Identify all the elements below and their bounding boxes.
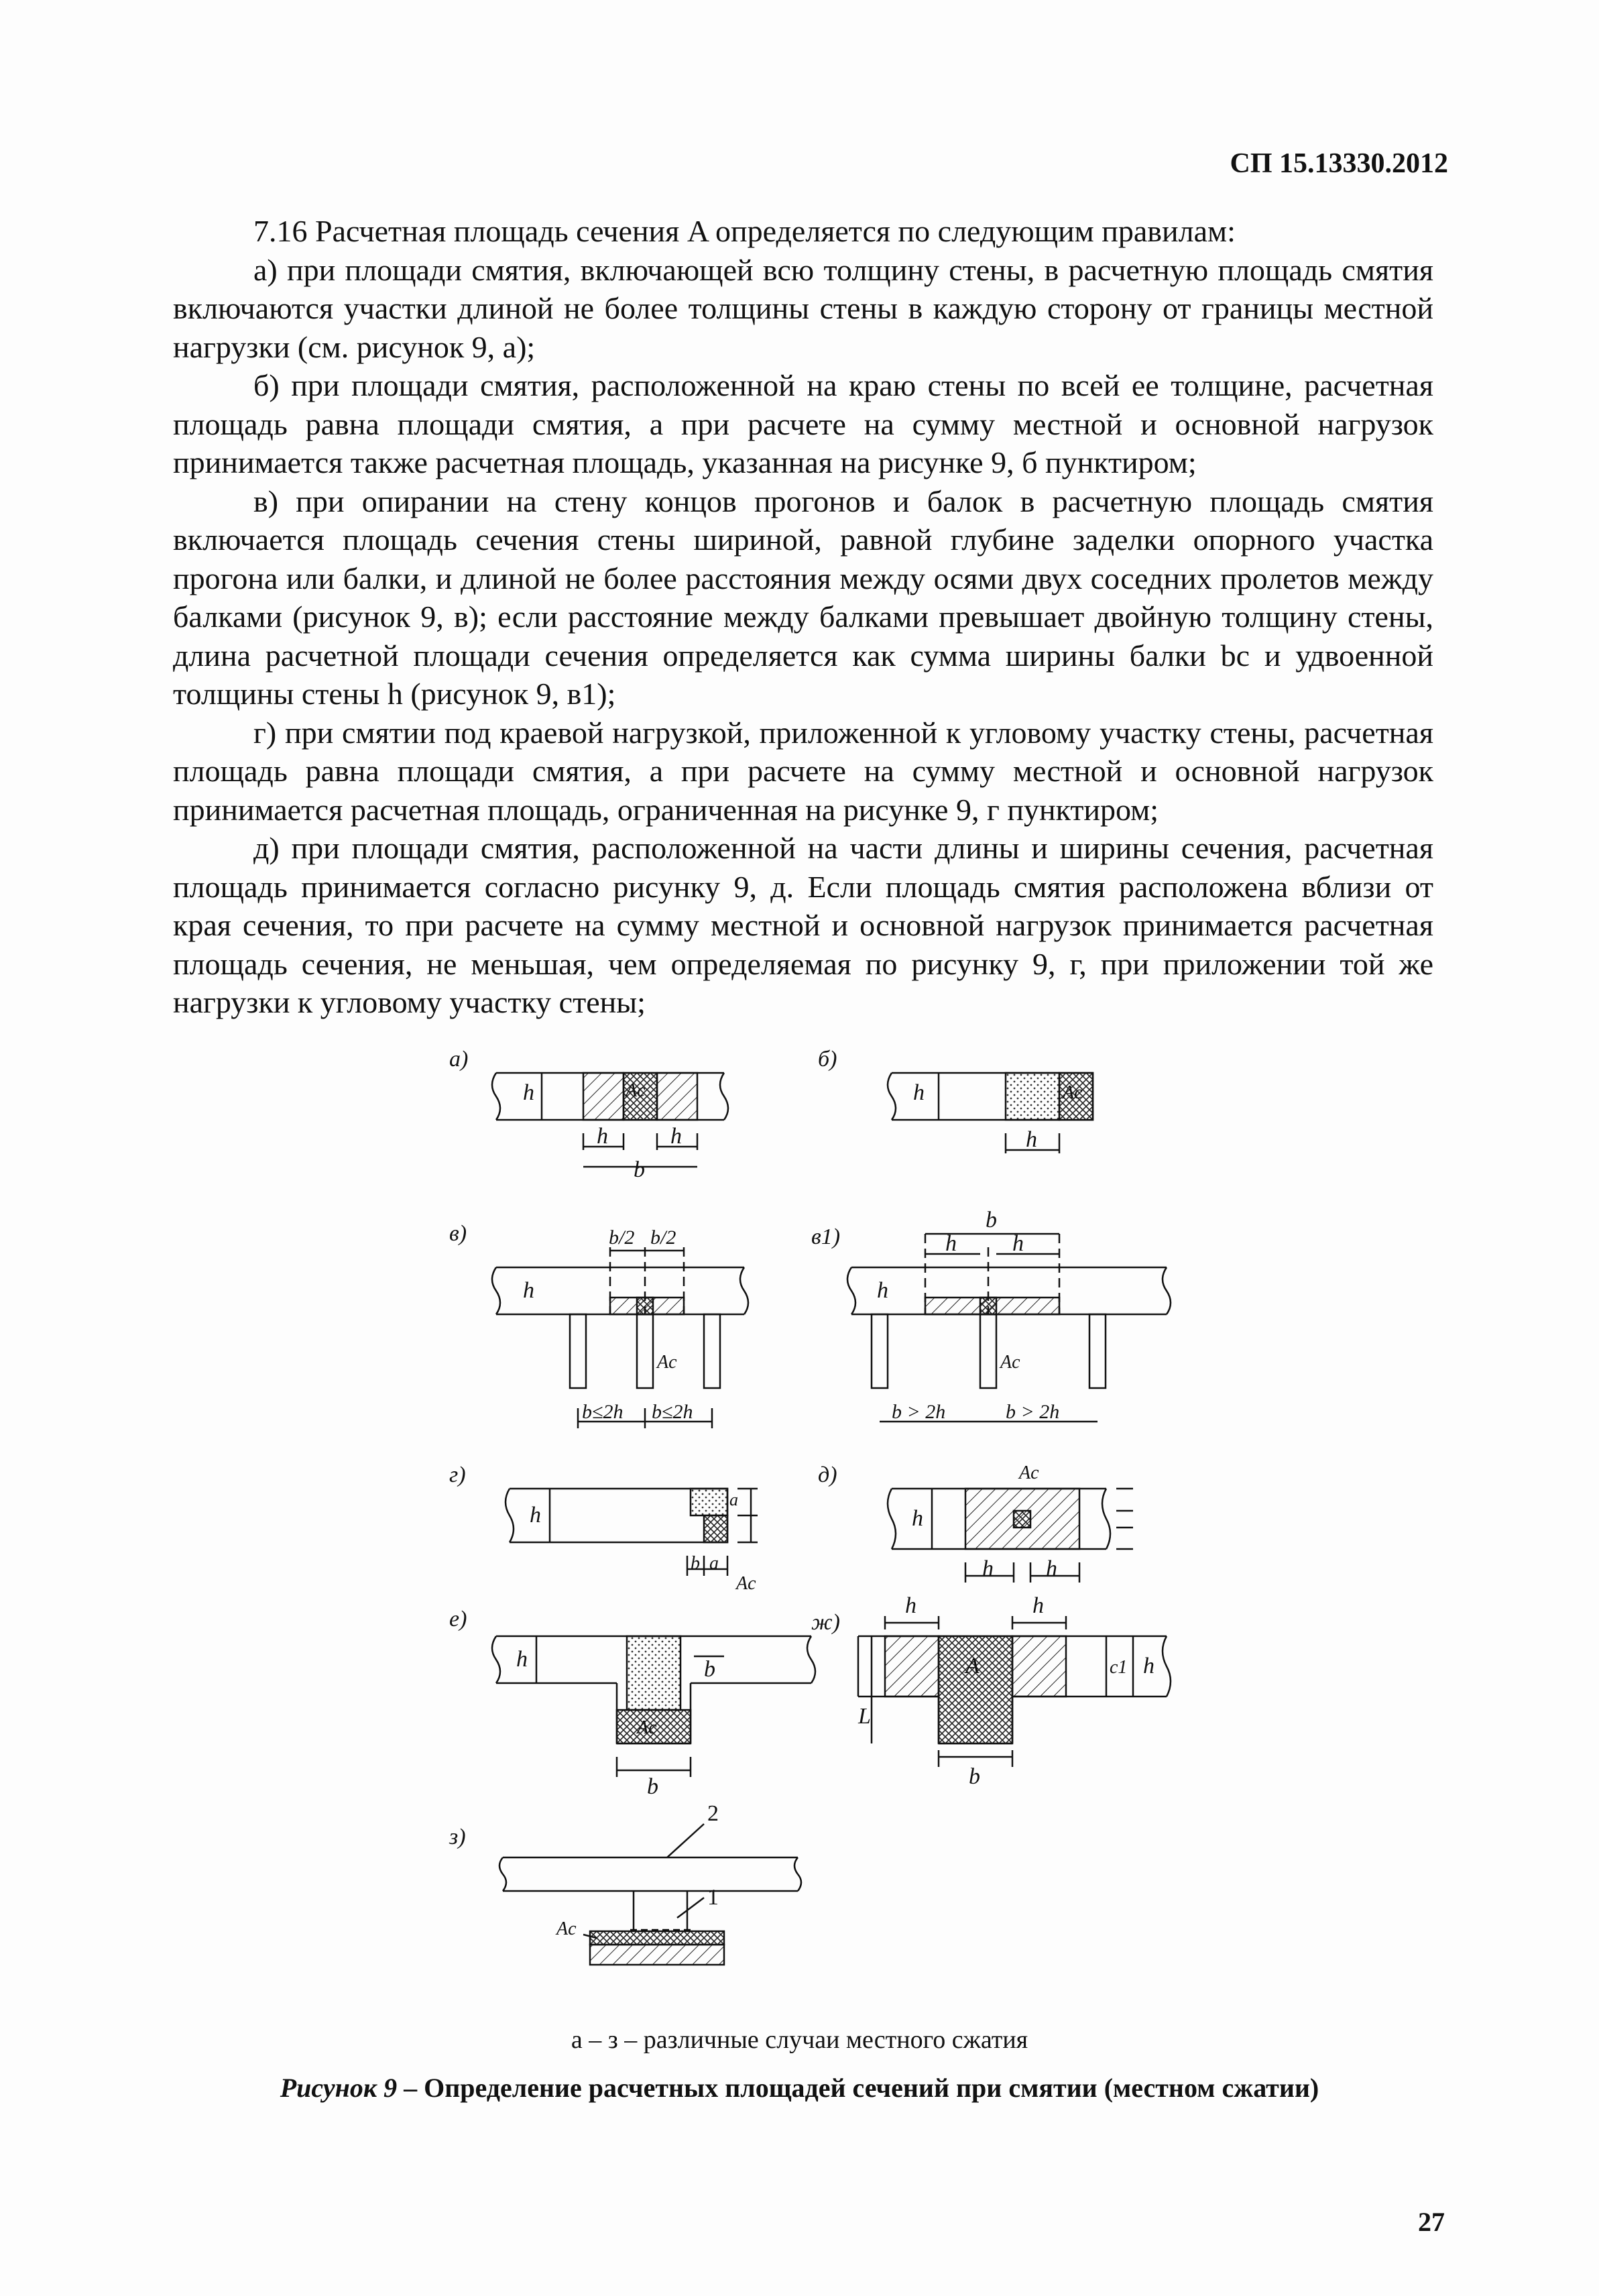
label-h: h	[945, 1231, 957, 1256]
label-h: h	[1143, 1654, 1154, 1678]
label-h: h	[913, 1080, 925, 1105]
label-b: b	[986, 1208, 997, 1232]
panel-label-v1: в1)	[811, 1224, 841, 1249]
label-a: a	[709, 1553, 719, 1574]
label-ac: Ac	[556, 1918, 577, 1939]
label-ac: Ac	[626, 1080, 646, 1101]
label-a: a	[729, 1490, 738, 1509]
label-ac: Ac	[1063, 1082, 1083, 1103]
panel-zh	[858, 1616, 1171, 1767]
panel-label-e: е)	[449, 1607, 467, 1631]
label-h: h	[1046, 1556, 1057, 1581]
label-ac: Ac	[1000, 1352, 1020, 1373]
label-h: h	[982, 1556, 994, 1581]
label-b: b	[647, 1774, 658, 1799]
panel-label-g: г)	[449, 1462, 466, 1487]
label-b-le-2h: b≤2h	[582, 1401, 624, 1423]
label-h: h	[877, 1278, 888, 1303]
figure-caption-text: – Определение расчетных площадей сечений при смятии (местном сжатии)	[397, 2073, 1319, 2103]
label-b: b	[634, 1157, 645, 1182]
label-b-le-2h: b≤2h	[652, 1401, 693, 1423]
label-b-gt-2h: b > 2h	[892, 1401, 946, 1423]
paragraph-b: б) при площади смятия, расположенной на краю стены по всей ее толщине, расчетная площадь равна площади смятия, а при расчете на сумму местной и основной нагрузок принимается также расчетная площадь, указанная на рисунке 9, б пунктиром;	[173, 368, 1433, 479]
figure-subcaption: а – з – различные случаи местного сжатия	[571, 2026, 1028, 2054]
label-h: h	[530, 1503, 541, 1528]
label-c1: c1	[1110, 1657, 1128, 1678]
label-b-half: b/2	[609, 1226, 635, 1249]
label-h: h	[597, 1124, 608, 1149]
label-2: 2	[707, 1801, 719, 1826]
page-number: 27	[1418, 2207, 1445, 2237]
label-h: h	[912, 1506, 923, 1531]
panel-z	[499, 1824, 801, 1965]
label-ac: Ac	[637, 1717, 657, 1738]
panel-label-d: д)	[818, 1462, 837, 1487]
body-text	[173, 212, 1433, 1022]
figure-caption	[0, 2072, 1599, 2104]
label-l: L	[858, 1704, 871, 1729]
label-b: b	[704, 1657, 715, 1682]
label-h: h	[670, 1124, 682, 1149]
label-1: 1	[707, 1885, 719, 1910]
paragraph-d: д) при площади смятия, расположенной на части длины и ширины сечения, расчетная площадь принимается согласно рисунку 9, д. Если площадь смятия расположена вблизи от края сечения, то при расчете на сумму местной и основной нагрузок принимается расчетная площадь сечения, не меньшая, чем определяемая по рисунку 9, г, при приложении той же нагрузки к угловому участку стены;	[173, 831, 1433, 1019]
panel-g	[506, 1489, 758, 1576]
label-ac: Ac	[657, 1352, 677, 1373]
label-b: b	[691, 1553, 700, 1574]
document-code: СП 15.13330.2012	[1230, 148, 1448, 179]
paragraph-g: г) при смятии под краевой нагрузкой, приложенной к угловому участку стены, расчетная площадь равна площади смятия, а при расчете на сумму местной и основной нагрузок принимается расчетная площадь, ограниченная на рисунке 9, г пунктиром;	[173, 715, 1433, 827]
label-b-half: b/2	[650, 1226, 676, 1249]
label-h: h	[1032, 1593, 1044, 1618]
label-h: h	[523, 1278, 534, 1303]
figure-9-drawing	[429, 1033, 1180, 2018]
label-b-gt-2h: b > 2h	[1006, 1401, 1060, 1423]
label-ac: Ac	[736, 1573, 756, 1594]
label-h: h	[516, 1647, 528, 1672]
label-h: h	[1026, 1127, 1037, 1152]
paragraph-v: в) при опирании на стену концов прогонов и балок в расчетную площадь смятия включается площадь сечения стены шириной, равной глубине заделки опорного участка прогона или балки, и длиной не более расстояния между осями двух соседних пролетов между балками (рисунок 9, в); если расстояние между балками превышает двойную толщину стены, длина расчетной площади сечения определяется как сумма ширины балки bc и удвоенной толщины стены h (рисунок 9, в1);	[173, 483, 1433, 711]
panel-label-a: а)	[449, 1047, 469, 1072]
panel-label-z: з)	[449, 1825, 466, 1849]
panel-v1	[847, 1234, 1171, 1422]
figure-caption-prefix: Рисунок 9	[280, 2073, 398, 2103]
panel-e	[492, 1636, 815, 1777]
label-a-area: A	[965, 1654, 980, 1678]
panel-label-b: б)	[818, 1047, 837, 1072]
paragraph-7-16: 7.16 Расчетная площадь сечения A определяется по следующим правилам:	[253, 214, 1236, 248]
label-b: b	[969, 1764, 980, 1789]
label-ac: Ac	[1019, 1462, 1039, 1483]
panel-label-zh: ж)	[811, 1610, 840, 1635]
panel-d	[888, 1489, 1133, 1583]
figure-9	[429, 1033, 1180, 2018]
label-h: h	[905, 1593, 916, 1618]
panel-label-v: в)	[449, 1221, 467, 1246]
label-h: h	[1012, 1231, 1024, 1256]
paragraph-a: а) при площади смятия, включающей всю толщину стены, в расчетную площадь смятия включаются участки длиной не более толщины стены в каждую сторону от границы местной нагрузки (см. рисунок 9, а);	[173, 252, 1433, 364]
label-h: h	[523, 1080, 534, 1105]
